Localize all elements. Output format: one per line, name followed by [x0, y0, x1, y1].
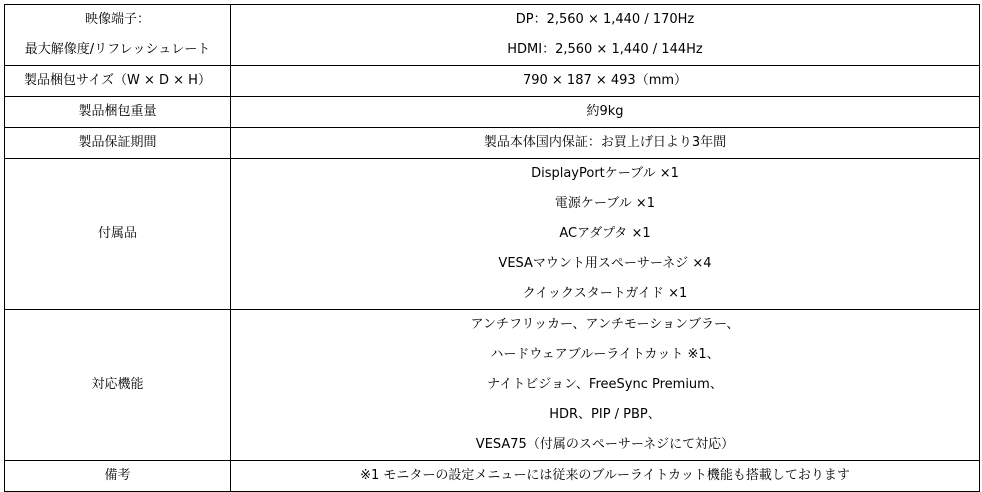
spec-label-cell	[5, 66, 231, 97]
spec-value-cell	[231, 128, 980, 159]
spec-value-line: HDMI：2,560 × 1,440 / 144Hz	[507, 42, 703, 57]
spec-value-line: アンチフリッカー、アンチモーションブラー、	[470, 317, 740, 332]
spec-label-cell	[5, 97, 231, 128]
spec-row	[5, 310, 980, 461]
spec-label-line: 対応機能	[91, 377, 144, 392]
spec-value-cell	[231, 310, 980, 461]
spec-label-cell	[5, 159, 231, 310]
spec-value-cell	[231, 97, 980, 128]
spec-label-cell	[5, 5, 231, 66]
spec-label-line: 製品保証期間	[78, 135, 157, 150]
spec-label-line: 最大解像度/リフレッシュレート	[24, 42, 211, 57]
spec-label-line: 備考	[104, 468, 131, 483]
spec-value-line: 約9kg	[586, 104, 624, 119]
spec-value-line: HDR、PIP / PBP、	[549, 407, 661, 422]
spec-value-line: ナイトビジョン、FreeSync Premium、	[487, 377, 723, 392]
spec-value-line: ACアダプタ ×1	[559, 226, 651, 241]
spec-label-cell	[5, 310, 231, 461]
spec-label-cell	[5, 128, 231, 159]
spec-value-line: DisplayPortケーブル ×1	[531, 166, 679, 181]
spec-label-line: 付属品	[97, 226, 137, 241]
spec-row	[5, 97, 980, 128]
spec-value-line: DP：2,560 × 1,440 / 170Hz	[515, 12, 695, 27]
spec-label-line: 映像端子：	[84, 12, 150, 27]
spec-row	[5, 66, 980, 97]
spec-row	[5, 128, 980, 159]
spec-value-line: 790 × 187 × 493（mm）	[522, 73, 688, 88]
spec-row	[5, 461, 980, 492]
spec-value-line: 製品本体国内保証：お買上げ日より3年間	[483, 135, 727, 150]
spec-value-cell	[231, 5, 980, 66]
spec-label-line: 製品梱包サイズ（W × D × H）	[24, 73, 211, 88]
spec-value-line: ハードウェアブルーライトカット ※1、	[490, 347, 720, 362]
spec-value-cell	[231, 461, 980, 492]
spec-row	[5, 5, 980, 66]
spec-value-line: 電源ケーブル ×1	[554, 196, 656, 211]
spec-value-line: VESAマウント用スペーサーネジ ×4	[498, 256, 712, 271]
spec-value-line: クイックスタートガイド ×1	[522, 286, 688, 301]
spec-row	[5, 159, 980, 310]
spec-table	[4, 4, 980, 492]
spec-label-line: 製品梱包重量	[78, 104, 157, 119]
spec-value-line: ※1 モニターの設定メニューには従来のブルーライトカット機能も搭載しております	[360, 468, 850, 483]
spec-table-body	[5, 5, 980, 492]
spec-value-cell	[231, 159, 980, 310]
spec-label-cell	[5, 461, 231, 492]
spec-value-cell	[231, 66, 980, 97]
spec-value-line: VESA75（付属のスペーサーネジにて対応）	[475, 437, 735, 452]
